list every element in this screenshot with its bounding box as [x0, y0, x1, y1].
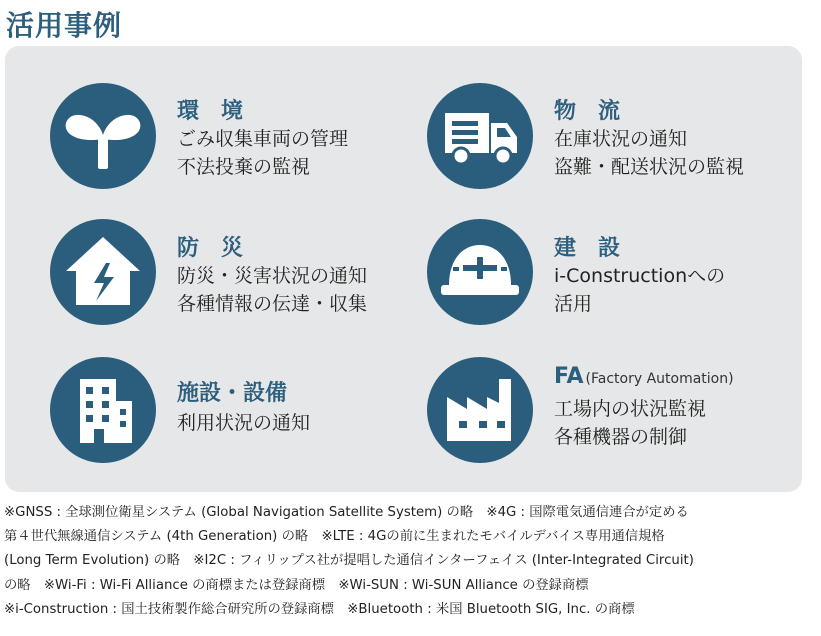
case-heading-logistics: 物 流: [554, 99, 621, 124]
case-line: 盗難・配送状況の監視: [554, 156, 745, 178]
case-line: 各種機器の制御: [554, 426, 688, 448]
footnote-line: の略 ※Wi-Fi : Wi-Fi Alliance の商標または登録商標 ※Wi-SUN : Wi-SUN Alliance の登録商標: [4, 577, 589, 593]
case-line: 活用: [554, 293, 593, 315]
case-line: 在庫状況の通知: [554, 128, 688, 150]
building-icon: [50, 357, 156, 463]
case-line: 防災・災害状況の通知: [177, 265, 368, 287]
use-case-panel: [5, 46, 802, 492]
case-heading-fa-main: FA: [554, 364, 584, 389]
sprout-icon: [50, 83, 156, 189]
truck-icon: [427, 83, 533, 189]
case-line: i-Constructionへの: [554, 265, 726, 287]
case-line: 不法投棄の監視: [177, 156, 311, 178]
footnote-line: (Long Term Evolution) の略 ※I2C : フィリップス社が提唱した通信インターフェイス (Inter-Integrated Circuit): [4, 553, 694, 569]
page-title: 活用事例: [6, 9, 123, 42]
footnote-line: ※GNSS : 全球測位衛星システム (Global Navigation Satellite System) の略 ※4G : 国際電気通信連合が定める: [4, 505, 689, 520]
broken-house-icon: [50, 219, 156, 325]
case-heading-fa-sub: (Factory Automation): [585, 371, 734, 387]
case-heading-fa: [554, 364, 734, 389]
factory-icon: [427, 357, 533, 463]
case-heading-facilities: 施設・設備: [177, 381, 288, 406]
case-heading-disaster: 防 災: [177, 236, 244, 261]
case-heading-construction: 建 設: [554, 236, 621, 261]
footnotes: [4, 501, 816, 622]
case-heading-environment: 環 境: [177, 99, 244, 124]
hard-hat-icon: [427, 219, 533, 325]
case-line: 利用状況の通知: [177, 412, 311, 434]
case-line: 工場内の状況監視: [554, 398, 707, 420]
footnote-line: 第４世代無線通信システム (4th Generation) の略 ※LTE : 4Gの前に生まれたモバイルデバイス専用通信規格: [4, 529, 665, 545]
case-line: ごみ収集車両の管理: [177, 128, 349, 150]
footnote-line: ※i-Construction : 国土技術製作総合研究所の登録商標 ※Bluetooth : 米国 Bluetooth SIG, Inc. の商標: [4, 601, 635, 617]
case-line: 各種情報の伝達・収集: [177, 293, 368, 315]
